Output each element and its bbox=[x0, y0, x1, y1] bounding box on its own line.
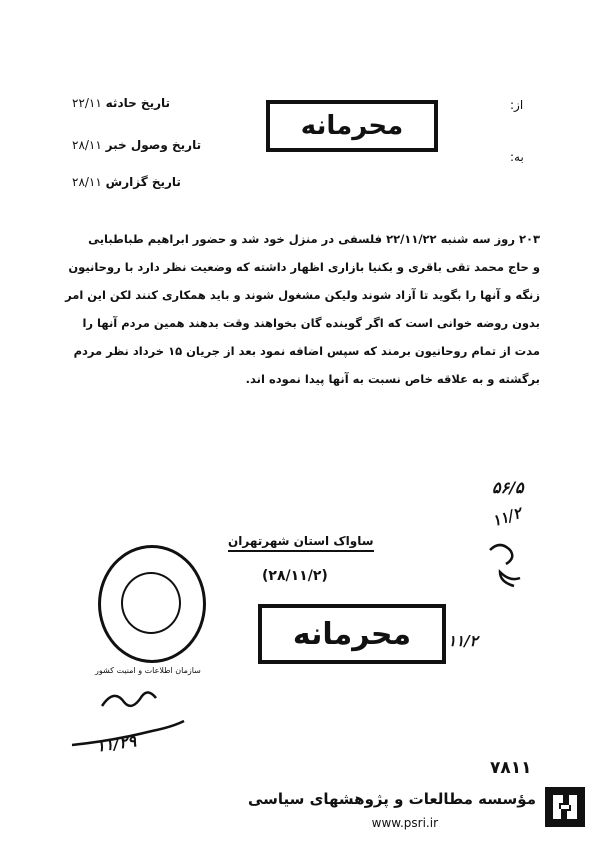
seal-text: سازمان اطلاعات و امنیت کشور bbox=[95, 666, 201, 675]
side-note-2: ۱۱/۲ bbox=[489, 503, 524, 531]
official-seal bbox=[95, 545, 206, 675]
dispatch-date: (۲۸/۱۱/۲) bbox=[262, 568, 328, 584]
department-name: ساواک استان شهرتهران bbox=[228, 534, 374, 552]
from-label-text: از: bbox=[510, 98, 524, 112]
institute-url[interactable]: www.psri.ir bbox=[371, 816, 438, 830]
to-label-text: به: bbox=[510, 150, 524, 164]
report-date-label: تاریخ گزارش bbox=[105, 175, 181, 189]
body-line-2: و حاج محمد تقی باقری و بکنیا بازاری اظهار داشته که وضعیت نظر دارد با روحانیون bbox=[68, 260, 540, 274]
classification-stamp-bottom-text: محرمانه bbox=[292, 616, 412, 652]
body-line-5: مدت از تمام روحانیون برمند که سپس اضافه نمود بعد از جریان ۱۵ خرداد نظر مردم bbox=[73, 344, 540, 358]
institute-logo-icon bbox=[545, 787, 585, 827]
handwritten-signature bbox=[102, 692, 156, 706]
body-line-3: زنگه و آنها را بگوید تا آزاد شوند ولیکن مشغول شوند و باید همکاری کنند لکن این امر bbox=[65, 288, 540, 302]
page-number: ۷۸۱۱ bbox=[490, 758, 532, 778]
body-line-6: برگشته و به علاقه خاص نسبت به آنها پیدا نموده اند. bbox=[245, 372, 540, 386]
side-note-1: ۵۶/۵ bbox=[492, 478, 524, 497]
report-date-value: ۲۸/۱۱ bbox=[72, 175, 102, 189]
incident-date-label: تاریخ حادثه bbox=[105, 96, 171, 110]
signature-date: ۱۱/۲۹ bbox=[94, 731, 138, 756]
seal-emblem-icon bbox=[121, 572, 181, 634]
institute-name: مؤسسه مطالعات و پژوهشهای سیاسی bbox=[247, 790, 536, 808]
receipt-date-value: ۲۸/۱۱ bbox=[72, 138, 102, 152]
classification-stamp-bottom bbox=[258, 604, 446, 664]
receipt-date-label: تاریخ وصول خبر bbox=[105, 138, 202, 152]
body-line-1: ۲۰۳ روز سه شنبه ۲۲/۱۱/۲۲ فلسفی در منزل خود شد و حضور ابراهیم طباطبایی bbox=[88, 232, 540, 246]
handwritten-check-mark bbox=[490, 545, 520, 586]
side-note-3: ۱۱/۲ bbox=[448, 632, 478, 650]
body-line-4: بدون روضه خوانی است که اگر گوینده گان بخواهند وقت بدهند همین مردم آنها را bbox=[82, 316, 540, 330]
institute-logo-glyph bbox=[545, 787, 585, 827]
classification-stamp-top-text: محرمانه bbox=[300, 111, 404, 141]
incident-date-value: ۲۲/۱۱ bbox=[72, 96, 102, 110]
